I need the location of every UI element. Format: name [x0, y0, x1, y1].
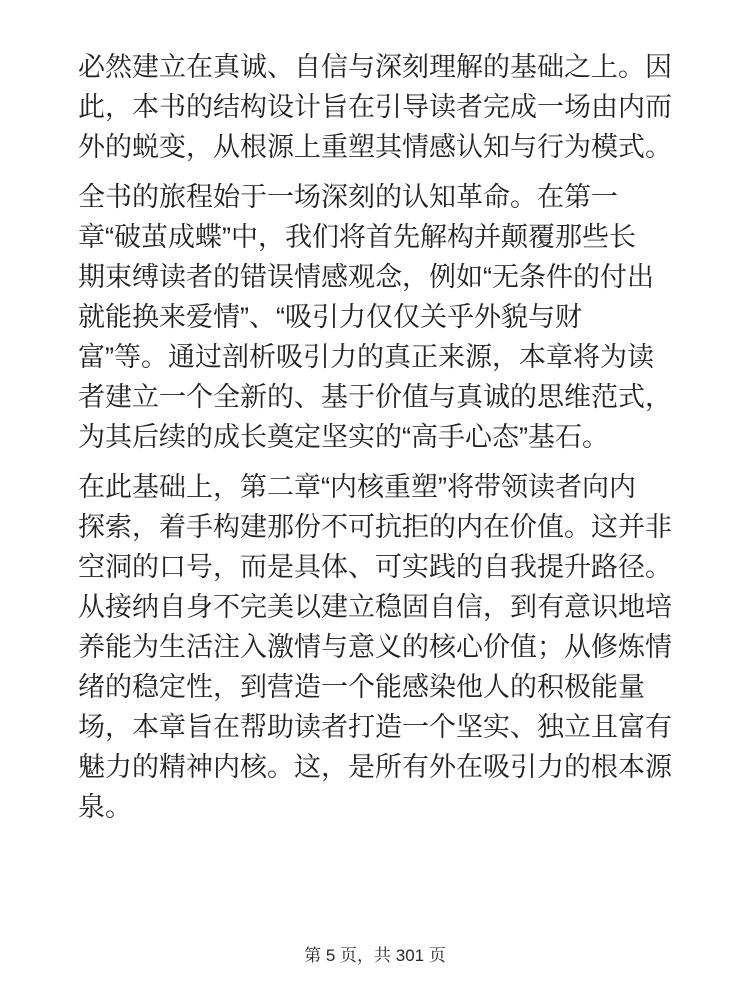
text-line: 全书的旅程始于一场深刻的认知革命。在第一 — [78, 182, 618, 212]
text-line: 者建立一个全新的、基于价值与真诚的思维范式， — [78, 382, 672, 412]
text-line: 必然建立在真诚、自信与深刻理解的基础之上。因 — [78, 52, 672, 82]
text-line: 从接纳自身不完美以建立稳固自信，到有意识地培 — [78, 592, 672, 622]
text-line: 外的蜕变，从根源上重塑其情感认知与行为模式。 — [78, 132, 672, 162]
text-line: 章“破茧成蝶”中，我们将首先解构并颠覆那些长 — [78, 222, 636, 252]
text-line: 此，本书的结构设计旨在引导读者完成一场由内而 — [78, 92, 672, 122]
text-line: 就能换来爱情”、“吸引力仅仅关乎外貌与财 — [78, 302, 582, 332]
text-line: 空洞的口号，而是具体、可实践的自我提升路径。 — [78, 552, 672, 582]
text-line: 期束缚读者的错误情感观念，例如“无条件的付出 — [78, 262, 654, 292]
text-line: 探索，着手构建那份不可抗拒的内在价值。这并非 — [78, 512, 672, 542]
text-line: 魅力的精神内核。这，是所有外在吸引力的根本源 — [78, 752, 672, 782]
text-line: 在此基础上，第二章“内核重塑”将带领读者向内 — [78, 472, 636, 502]
paragraph-1 — [78, 47, 678, 167]
document-text-area — [78, 47, 678, 837]
page-number-indicator: 第 5 页，共 301 页 — [304, 946, 446, 965]
text-line: 富”等。通过剖析吸引力的真正来源，本章将为读 — [78, 342, 654, 372]
text-line: 为其后续的成长奠定坚实的“高手心态”基石。 — [78, 422, 609, 452]
text-line: 泉。 — [78, 792, 132, 822]
text-line: 绪的稳定性，到营造一个能感染他人的积极能量 — [78, 672, 645, 702]
text-line: 养能为生活注入激情与意义的核心价值；从修炼情 — [78, 632, 672, 662]
paragraph-3 — [78, 467, 678, 827]
text-line: 场，本章旨在帮助读者打造一个坚实、独立且富有 — [78, 712, 672, 742]
paragraph-2 — [78, 177, 678, 457]
